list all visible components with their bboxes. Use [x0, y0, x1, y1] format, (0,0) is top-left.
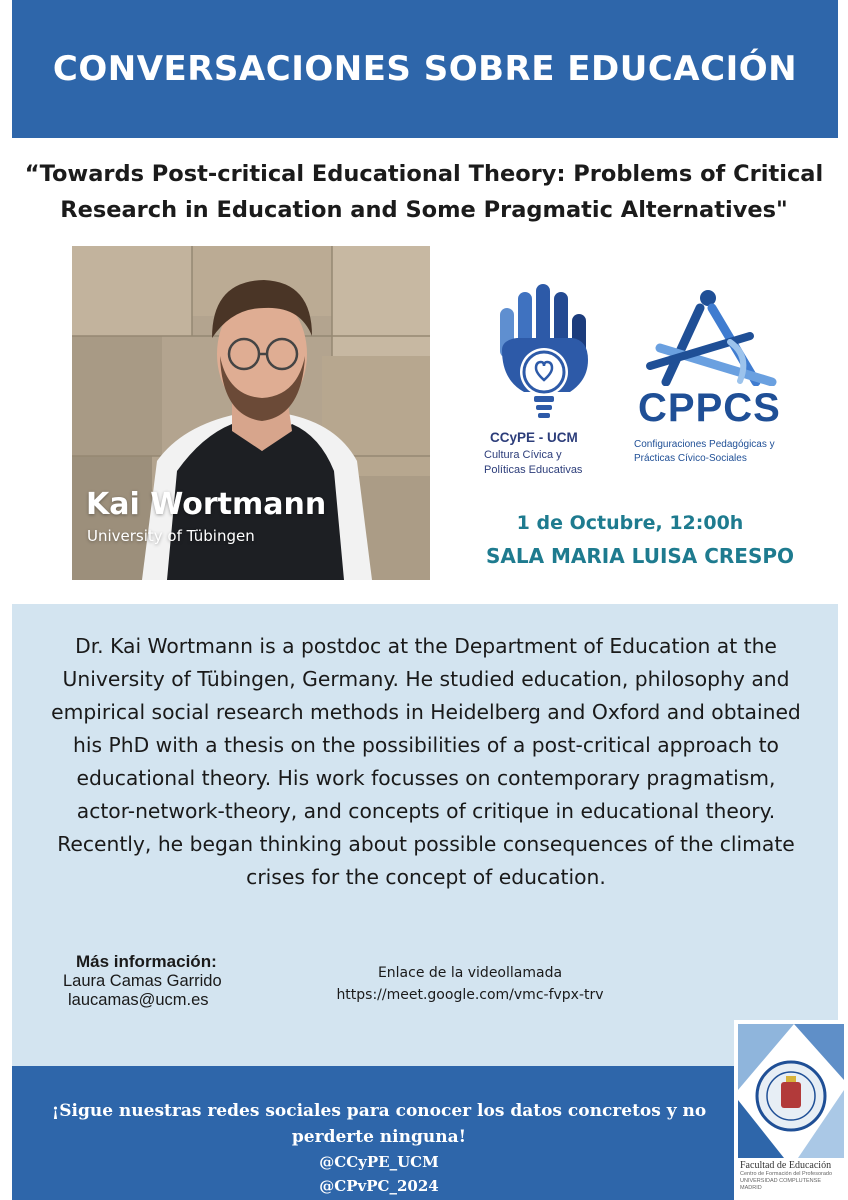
hand-lightbulb-icon — [472, 280, 622, 430]
cppcs-logo-subtitle — [634, 438, 814, 466]
videocall-label: Enlace de la videollamada — [377, 965, 563, 981]
interlaced-figures-icon — [630, 286, 810, 386]
contact-person: Laura Camas Garrido — [63, 972, 222, 990]
speaker-bio: Dr. Kai Wortmann is a postdoc at the Department of Education at the University of Tübingen, Germany. He studied education, philosophy and empirical social research methods in Heidelberg and Oxford and obtained his PhD with a thesis on the possibilities of a post-critical approach to educational theory. His work focusses on contemporary pragmatism, actor-network-theory, and concepts of critique in educational theory. Recently, he began thinking about possible consequences of the climate crises for the concept of education. — [51, 634, 801, 889]
cppcs-logo-subtitle-line-2: Prácticas Cívico-Sociales — [634, 453, 747, 464]
videocall-link[interactable]: https://meet.google.com/vmc-fvpx-trv — [336, 987, 604, 1003]
faculty-center: Centro de Formación del Profesorado — [740, 1171, 833, 1177]
social-cta — [18, 1098, 740, 1198]
ccype-logo-subtitle-line-2: Políticas Educativas — [484, 464, 583, 476]
ccype-logo-name: CCyPE - UCM — [490, 430, 578, 445]
social-cta-line-1: ¡Sigue nuestras redes sociales para conocer los datos concretos y no — [51, 1101, 707, 1121]
faculty-name: Facultad de Educación — [740, 1160, 832, 1171]
ccype-logo-subtitle — [484, 448, 582, 478]
social-cta-line-2: perderte ninguna! — [291, 1127, 467, 1147]
event-date-time: 1 de Octubre, 12:00h — [516, 512, 744, 534]
university-crest-icon — [734, 1020, 848, 1158]
contact-info — [62, 952, 222, 1010]
ccype-logo-subtitle-line-1: Cultura Cívica y — [484, 449, 562, 461]
event-series-title: CONVERSACIONES SOBRE EDUCACIÓN — [52, 49, 798, 89]
cppcs-logo-name: CPPCS — [638, 386, 781, 430]
faculty-details — [740, 1171, 844, 1192]
social-handle-ccype[interactable]: @CCyPE_UCM — [319, 1153, 439, 1171]
cppcs-logo — [630, 286, 810, 486]
footer-band — [12, 1066, 734, 1200]
social-handle-cpvpc[interactable]: @CPvPC_2024 — [319, 1177, 439, 1195]
ccype-ucm-logo — [472, 280, 622, 490]
contact-label: Más información: — [76, 952, 217, 971]
header-band — [12, 0, 838, 138]
faculty-logo — [734, 1020, 848, 1200]
talk-title-line-2: Research in Education and Some Pragmatic Alternatives" — [60, 197, 788, 223]
faculty-university: UNIVERSIDAD COMPLUTENSE MADRID — [740, 1178, 821, 1191]
talk-title-line-1: “Towards Post-critical Educational Theory: Problems of Critical — [24, 161, 824, 187]
speaker-affiliation: University of Tübingen — [87, 527, 255, 545]
videocall-info — [300, 962, 640, 1006]
event-room: SALA MARIA LUISA CRESPO — [485, 544, 795, 568]
talk-title — [10, 156, 838, 228]
cppcs-logo-subtitle-line-1: Configuraciones Pedagógicas y — [634, 439, 775, 450]
speaker-name: Kai Wortmann — [86, 487, 327, 522]
contact-email[interactable]: laucamas@ucm.es — [68, 991, 209, 1009]
